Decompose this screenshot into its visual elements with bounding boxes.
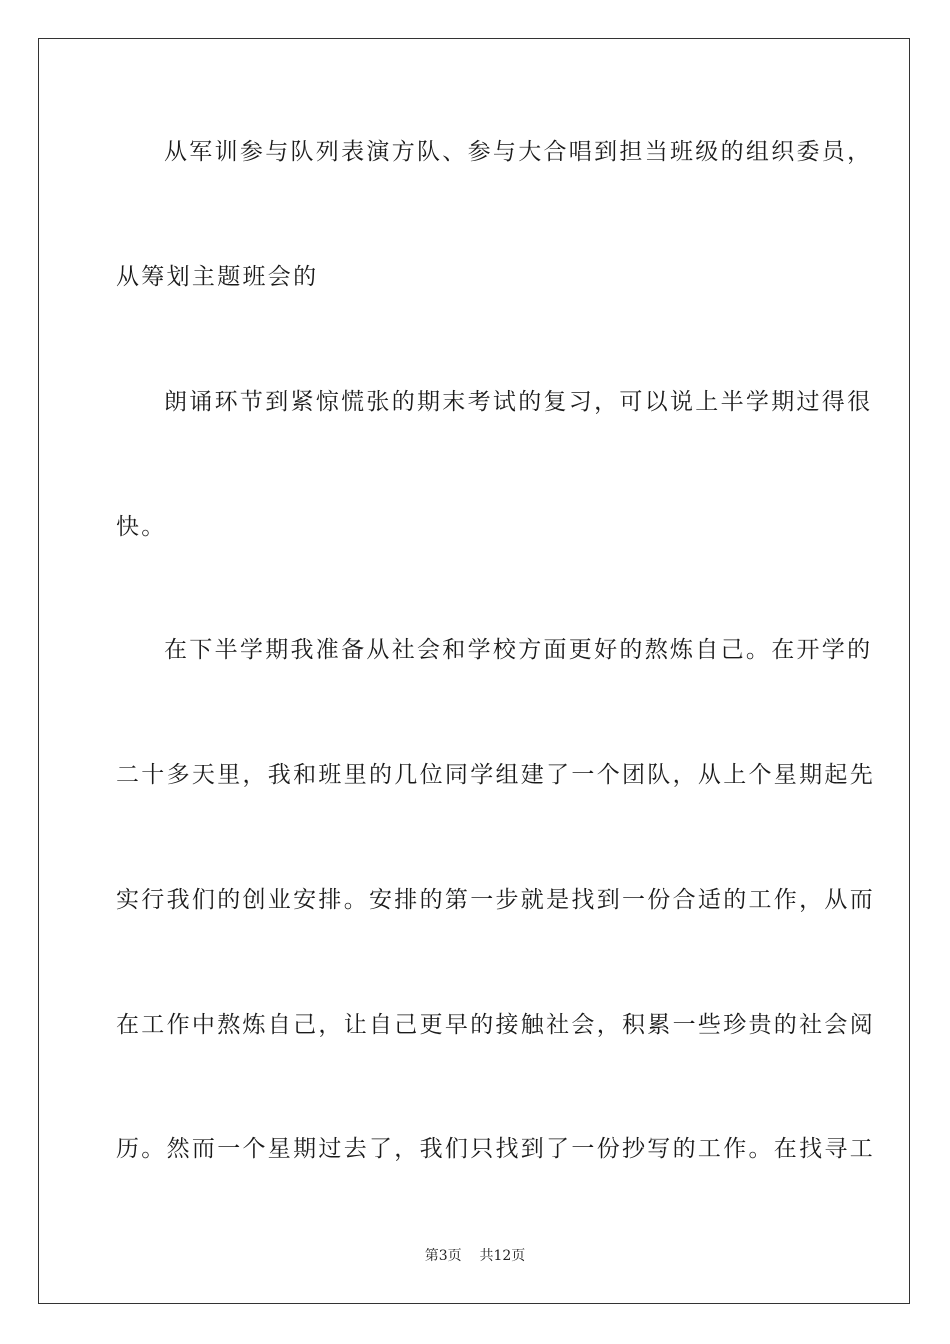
text-line-3: 朗诵环节到紧惊慌张的期末考试的复习，可以说上半学期过得很 — [164, 389, 873, 415]
text-line-4: 快。 — [116, 514, 167, 540]
total-pages: 共12页 — [479, 1248, 526, 1264]
text-line-5: 在下半学期我准备从社会和学校方面更好的熬炼自己。在开学的 — [164, 637, 873, 663]
text-line-1: 从军训参与队列表演方队、参与大合唱到担当班级的组织委员， — [164, 139, 873, 165]
text-line-2: 从筹划主题班会的 — [116, 264, 319, 290]
text-line-6: 二十多天里，我和班里的几位同学组建了一个团队，从上个星期起先 — [116, 762, 875, 788]
page-border — [38, 38, 910, 1304]
text-line-9: 历。然而一个星期过去了，我们只找到了一份抄写的工作。在找寻工 — [116, 1136, 875, 1162]
page-footer — [0, 1247, 950, 1265]
page-number: 第3页 — [424, 1248, 462, 1264]
text-line-7: 实行我们的创业安排。安排的第一步就是找到一份合适的工作，从而 — [116, 887, 875, 913]
text-line-8: 在工作中熬炼自己，让自己更早的接触社会，积累一些珍贵的社会阅 — [116, 1012, 875, 1038]
